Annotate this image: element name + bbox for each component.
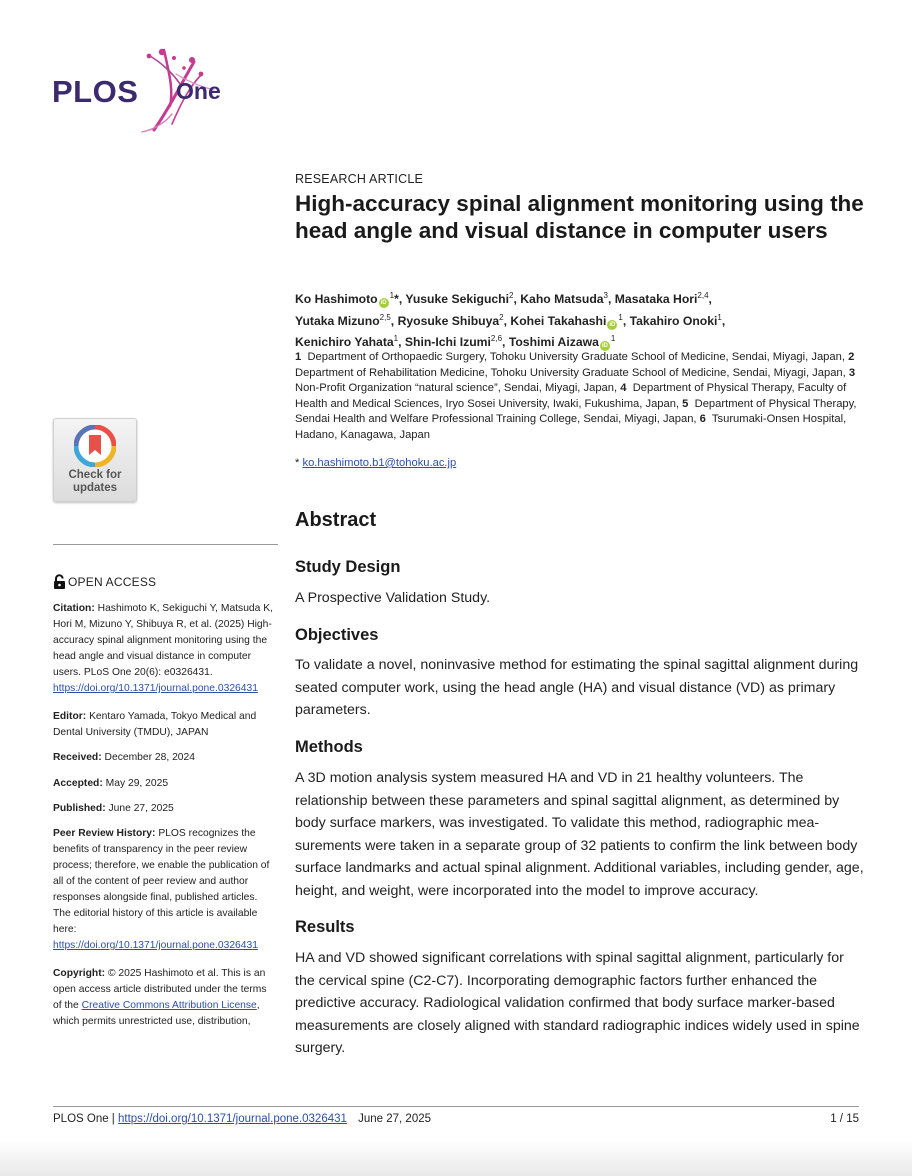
open-access-label — [53, 574, 156, 589]
logo-one-text: One — [176, 78, 221, 104]
copyright-label: Copyright: — [53, 968, 106, 979]
accepted-date: May 29, 2025 — [105, 778, 169, 789]
citation-text: Hashimoto K, Sekiguchi Y, Matsuda K, Hori M, Mizuno Y, Shibuya R, et al. (2025) High-accuracy spinal alignment monitoring using the head angle and visual distance in computer users. PLoS One 20(6): e0326431. — [53, 603, 273, 678]
affiliation-text: Department of Rehabilitation Medicine, Tohoku University Graduate School of Medicine, Sendai, Miyagi, Japan, — [295, 366, 846, 379]
sidebar-divider — [53, 544, 278, 545]
author-list: Ko Hashimoto $iD^1*$, Yusuke Sekiguchi$^2$, Kaho Matsuda$^3$, Masataka Hori$^{2,4}$, Yutaka Mizuno$^{2,5}$, Ryosuke Shibuya$^2$, Kohei Takahashi $iD^1$, Takahiro Onoki$^1$, Kenichiro Yahata$^1$, Shin-Ichi Izumi$^{2,6}$, Toshimi Aizawa $iD^1$ — [295, 291, 726, 350]
received-block — [53, 750, 275, 766]
orcid-icon[interactable]: iD — [380, 300, 387, 307]
article-title: High-accuracy spinal alignment monitoring using the head angle and visual distance in computer users — [295, 191, 864, 243]
affiliation-number: 2 — [848, 351, 855, 363]
footer-divider — [53, 1106, 859, 1107]
affiliation-text: Department of Orthopaedic Surgery, Tohoku University Graduate School of Medicine, Sendai, Miyagi, Japan, — [307, 351, 845, 363]
corresponding-marker: * — [394, 292, 399, 307]
author-name: Kohei Takahashi — [510, 313, 607, 328]
affiliation-text: Department of Physical Therapy, Faculty of Health and Medical Sciences, Iryo Sosei University, Iwaki, Fukushima, Japan, — [295, 382, 847, 410]
copyright-text-end: , which permits unrestricted use, distribution, — [53, 1000, 260, 1027]
plos-one-logo — [52, 44, 242, 136]
footer-left — [53, 1113, 431, 1125]
author-affiliation-sup: 2,6 — [490, 334, 503, 344]
author-affiliation-sup: 1 — [610, 334, 616, 344]
affiliation-text: Tsurumaki-Onsen Hospital, Hadano, Kanagawa, Japan — [295, 413, 847, 441]
accepted-label: Accepted: — [53, 778, 103, 789]
abstract-heading: Abstract — [295, 509, 377, 531]
editor-label: Editor: — [53, 711, 87, 722]
page-number: 1 / 15 — [830, 1113, 859, 1125]
footer-doi-link[interactable]: https://doi.org/10.1371/journal.pone.0326431 — [118, 1113, 347, 1125]
peer-review-link[interactable]: https://doi.org/10.1371/journal.pone.0326431 — [53, 940, 258, 951]
affiliation-number: 3 — [848, 366, 856, 379]
peer-review-block — [53, 826, 275, 954]
footer-journal: PLOS One | — [53, 1113, 115, 1125]
author-affiliation-sup: 3 — [603, 291, 608, 300]
copyright-block — [53, 966, 275, 1030]
author-affiliation-sup: 2,5 — [379, 312, 391, 322]
license-link[interactable]: Creative Commons Attribution License — [81, 1000, 257, 1011]
author-name: Takahiro Onoki — [629, 313, 718, 328]
objectives-heading: Objectives — [295, 626, 379, 644]
open-lock-icon — [53, 574, 66, 589]
corresponding-author — [295, 457, 865, 469]
study-design-text: A Prospective Validation Study. — [295, 590, 491, 606]
footer-date: June 27, 2025 — [358, 1113, 432, 1125]
methods-heading: Methods — [295, 738, 363, 756]
methods-text: A 3D motion analysis system measured HA and VD in 21 healthy volunteers. The relationship between these parameters and spinal sagittal alignment, as determined by body surface markers, was investigated. To validate this method, radiographic mea-surements were taken in a separate group of 32 patients to confirm the link between body surface landmarks and actual spinal alignment. Additional variables, including gender, age, height, and weight, were incorporated into the model to improve accuracy. — [295, 770, 864, 899]
received-date: December 28, 2024 — [104, 752, 195, 763]
check-updates-icon — [74, 425, 116, 467]
author-name: Toshimi Aizawa — [508, 335, 599, 350]
objectives-text: To validate a novel, noninvasive method for estimating the spinal sagittal alignment during seated computer work, using the head angle (HA) and visual distance (VD) as primary parameters. — [295, 657, 859, 718]
author-name: Yusuke Sekiguchi — [405, 292, 510, 307]
author-affiliation-sup: 1 — [393, 334, 399, 344]
published-date: June 27, 2025 — [108, 803, 174, 814]
check-for-updates-label — [54, 469, 136, 494]
accepted-block — [53, 776, 275, 792]
affiliation-number: 6 — [699, 413, 706, 426]
author-affiliation-sup: 1 — [618, 312, 623, 322]
affiliation-number: 5 — [682, 397, 689, 410]
author-name: Ryosuke Shibuya — [397, 313, 500, 328]
logo-plos-text: PLOS — [52, 74, 139, 109]
author-name: Ko Hashimoto — [295, 292, 378, 307]
author-affiliation-sup: 1 — [717, 312, 722, 322]
affiliation-text: Department of Physical Therapy, Sendai Health and Welfare Professional Training College, Sendai, Miyagi, Japan, — [295, 397, 857, 426]
results-text: HA and VD showed significant correlations with spinal sagittal alignment, particularly for the cervical spine (C2-C7). Incorporating demographic factors further enhanced the predictive accuracy. Radiological validation confirmed that body surface marker-based measurements are closely aligned with standard radiographic indices widely used in spine surgery. — [295, 950, 860, 1056]
author-name: Kenichiro Yahata — [295, 335, 394, 350]
published-block — [53, 801, 275, 817]
author-affiliation-sup: 2 — [499, 312, 504, 322]
orcid-icon[interactable]: iD — [609, 321, 616, 328]
check-updates-line1: Check for — [68, 469, 122, 481]
affiliations — [295, 350, 865, 444]
editor-text: Kentaro Yamada, Tokyo Medical and Dental University (TMDU), JAPAN — [53, 711, 257, 738]
affiliation-number: 1 — [295, 351, 302, 363]
results-heading: Results — [295, 918, 355, 936]
copyright-text: © 2025 Hashimoto et al. This is an open access article distributed under the terms of the — [53, 968, 267, 1011]
received-label: Received: — [53, 752, 102, 763]
author-name: Yutaka Mizuno — [295, 313, 380, 328]
corresponding-email-link[interactable]: ko.hashimoto.b1@tohoku.ac.jp — [302, 457, 457, 469]
author-name: Kaho Matsuda — [520, 292, 604, 307]
author-affiliation-sup: 2,4 — [697, 291, 709, 300]
affiliation-number: 4 — [620, 382, 627, 395]
author-affiliation-sup: 2 — [509, 291, 514, 300]
viewer-bottom-edge — [0, 1140, 912, 1176]
open-access-text: OPEN ACCESS — [68, 575, 157, 589]
author-affiliation-sup: 1 — [389, 291, 395, 300]
author-name: Masataka Hori — [614, 292, 698, 307]
author-name: Shin-Ichi Izumi — [404, 335, 491, 350]
check-updates-line2: updates — [72, 481, 118, 494]
peer-review-text: PLOS recognizes the benefits of transparency in the peer review process; therefore, we enable the publication of all of the content of peer review and author responses alongside final, published articles. The editorial history of this article is available here: — [53, 828, 270, 935]
peer-review-label: Peer Review History: — [53, 828, 156, 839]
editor-block — [53, 709, 275, 741]
check-for-updates-button[interactable] — [53, 418, 137, 502]
study-design-heading: Study Design — [295, 558, 401, 576]
citation-doi-link[interactable]: https://doi.org/10.1371/journal.pone.0326431 — [53, 683, 258, 694]
corresponding-star: * — [295, 457, 300, 469]
affiliation-text: Non-Profit Organization “natural science”, Sendai, Miyagi, Japan, — [295, 382, 618, 395]
article-type: RESEARCH ARTICLE — [295, 172, 424, 186]
citation-label: Citation: — [53, 603, 95, 614]
orcid-icon[interactable]: iD — [601, 343, 608, 350]
published-label: Published: — [53, 803, 106, 814]
citation-block — [53, 601, 275, 697]
